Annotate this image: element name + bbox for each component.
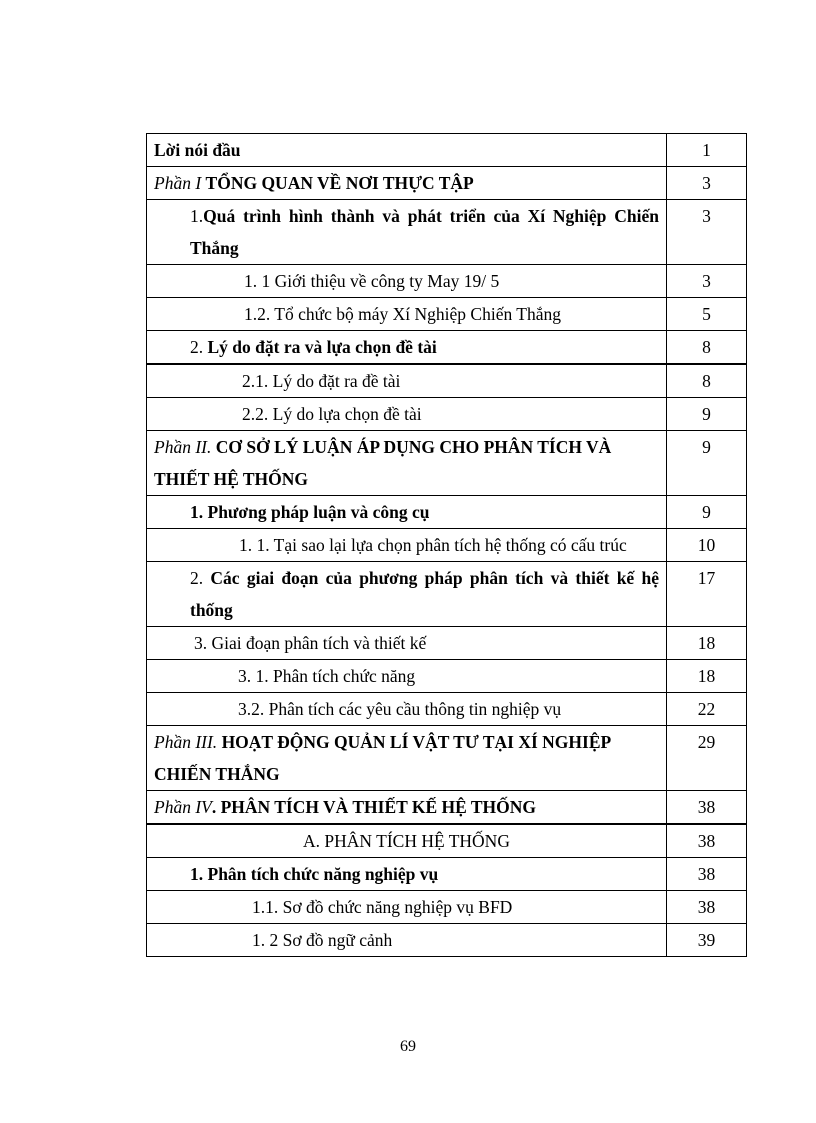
toc-page: 1 [667,134,747,167]
toc-page: 38 [667,858,747,891]
toc-heading: Các giai đoạn của phương pháp phân tích và thiết kế hệ thống [190,568,659,620]
toc-row [147,660,747,693]
toc-page: 38 [667,824,747,858]
toc-row [147,791,747,825]
toc-page: 5 [667,298,747,331]
toc-title: Lời nói đầu [147,134,667,167]
toc-page: 3 [667,200,747,265]
toc-prefix: Phần IV [154,797,212,817]
toc-row [147,265,747,298]
toc-row [147,858,747,891]
toc-prefix: Phần III. [154,732,222,752]
toc-page: 9 [667,398,747,431]
toc-title [147,331,667,365]
toc-page: 22 [667,693,747,726]
toc-title: 2.2. Lý do lựa chọn đề tài [147,398,667,431]
toc-row [147,298,747,331]
toc-title: 1. Phương pháp luận và công cụ [147,496,667,529]
toc-row [147,693,747,726]
toc-prefix: Phần II. [154,437,216,457]
toc-row [147,726,747,791]
toc-title: 1. Phân tích chức năng nghiệp vụ [147,858,667,891]
toc-row [147,529,747,562]
toc-page: 9 [667,496,747,529]
toc-page: 8 [667,331,747,365]
toc-page: 38 [667,791,747,825]
toc-number: 2. [190,337,208,357]
toc-row [147,562,747,627]
toc-title: 3.2. Phân tích các yêu cầu thông tin nghiệp vụ [147,693,667,726]
toc-title: 3. 1. Phân tích chức năng [147,660,667,693]
toc-page: 17 [667,562,747,627]
toc-title [147,562,667,627]
toc-page: 29 [667,726,747,791]
toc-page: 10 [667,529,747,562]
toc-row [147,167,747,200]
toc-row [147,134,747,167]
toc-row [147,398,747,431]
toc-row [147,824,747,858]
toc-heading: Lý do đặt ra và lựa chọn đề tài [207,337,437,357]
toc-number: 1. [190,206,204,226]
toc-prefix: Phần I [154,173,206,193]
toc-row [147,331,747,365]
toc-heading: . PHÂN TÍCH VÀ THIẾT KẾ HỆ THỐNG [211,797,537,817]
toc-row [147,200,747,265]
toc-title: 1.2. Tổ chức bộ máy Xí Nghiệp Chiến Thắng [147,298,667,331]
toc-page: 8 [667,364,747,398]
toc-heading: HOẠT ĐỘNG QUẢN LÍ VẬT TƯ TẠI XÍ NGHIỆP CHIẾN THẮNG [154,732,611,784]
toc-title [147,200,667,265]
toc-page: 18 [667,627,747,660]
toc-number: 2. [190,568,211,588]
toc-page: 38 [667,891,747,924]
toc-title: A. PHÂN TÍCH HỆ THỐNG [147,824,667,858]
toc-heading: TỔNG QUAN VỀ NƠI THỰC TẬP [205,173,474,193]
page-number: 69 [400,1038,416,1055]
toc-title [147,167,667,200]
toc-page: 18 [667,660,747,693]
toc-page: 9 [667,431,747,496]
toc-page: 3 [667,167,747,200]
toc-heading: Quá trình hình thành và phát triển của Xí Nghiệp Chiến Thắng [190,206,659,258]
toc-row [147,364,747,398]
toc-page: 39 [667,924,747,957]
table-of-contents [146,133,747,957]
toc-title: 1. 1. Tại sao lại lựa chọn phân tích hệ thống có cấu trúc [147,529,667,562]
toc-title [147,431,667,496]
toc-title [147,726,667,791]
toc-row [147,924,747,957]
toc-row [147,496,747,529]
toc-title: 1. 2 Sơ đồ ngữ cảnh [147,924,667,957]
toc-row [147,891,747,924]
toc-row [147,627,747,660]
toc-page: 3 [667,265,747,298]
toc-title: 2.1. Lý do đặt ra đề tài [147,364,667,398]
toc-title [147,791,667,825]
toc-heading: CƠ SỞ LÝ LUẬN ÁP DỤNG CHO PHÂN TÍCH VÀ THIẾT HỆ THỐNG [154,437,612,489]
toc-row [147,431,747,496]
toc-title: 3. Giai đoạn phân tích và thiết kế [147,627,667,660]
toc-title: 1.1. Sơ đồ chức năng nghiệp vụ BFD [147,891,667,924]
toc-title: 1. 1 Giới thiệu về công ty May 19/ 5 [147,265,667,298]
